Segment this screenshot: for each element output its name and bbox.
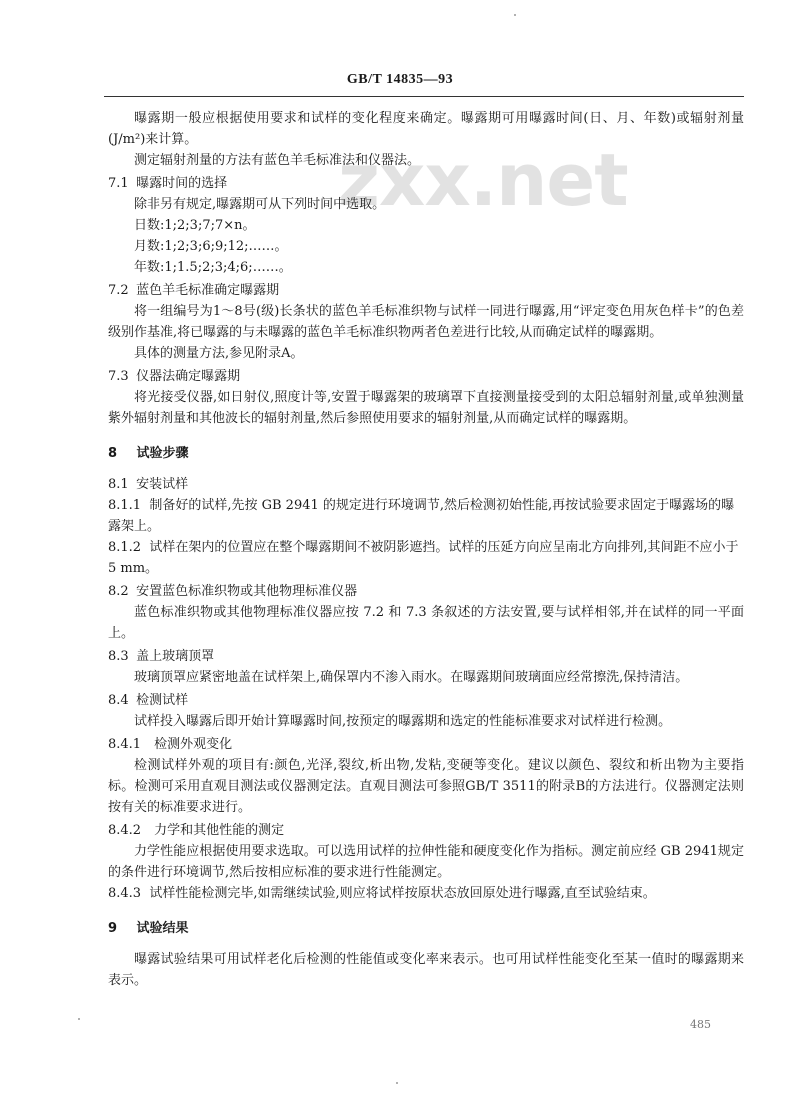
clause-number: 8.1.1 (108, 498, 142, 513)
clause-8-1-2 (108, 537, 744, 579)
section-number: 7.1 (108, 176, 129, 191)
section-title: 蓝色羊毛标准确定曝露期 (136, 283, 280, 298)
section-number: 8.2 (108, 584, 129, 599)
scan-speck (78, 1018, 80, 1020)
section-number: 8.4 (108, 693, 129, 708)
section-number: 8.4.1 (108, 737, 142, 752)
section-heading-8-2 (108, 581, 744, 602)
chapter-heading-8 (108, 443, 744, 464)
paragraph: 曝露期一般应根据使用要求和试样的变化程度来确定。曝露期可用曝露时间(日、月、年数)或辐射剂量(J/m²)来计算。 (108, 111, 744, 147)
paragraph: 将光接受仪器,如日射仪,照度计等,安置于曝露架的玻璃罩下直接测量接受到的太阳总辐射剂量,或单独测量紫外辐射剂量和其他波长的辐射剂量,然后参照使用要求的辐射剂量,从而确定试样的曝露期。 (108, 390, 744, 426)
paragraph: 蓝色标准织物或其他物理标准仪器应按 7.2 和 7.3 条叙述的方法安置,要与试样相邻,并在试样的同一平面上。 (108, 605, 744, 641)
chapter-number: 8 (108, 446, 118, 461)
header-rule (104, 96, 744, 97)
section-title: 检测外观变化 (154, 737, 233, 752)
chapter-title: 试验结果 (136, 921, 189, 936)
watermark: zxx.net (338, 138, 628, 222)
section-title: 安装试样 (136, 477, 189, 492)
section-number: 8.3 (108, 649, 129, 664)
section-number: 7.2 (108, 283, 129, 298)
section-heading-7-1 (108, 173, 744, 194)
scan-speck (396, 1082, 398, 1084)
clause-number: 8.4.3 (108, 886, 142, 901)
section-heading-7-3 (108, 366, 744, 387)
paragraph: 力学性能应根据使用要求选取。可以选用试样的拉伸性能和硬度变化作为指标。测定前应经 GB 2941规定的条件进行环境调节,然后按相应标准的要求进行性能测定。 (108, 844, 744, 880)
section-number: 8.4.2 (108, 823, 142, 838)
section-title: 盖上玻璃顶罩 (136, 649, 215, 664)
clause-8-1-1 (108, 495, 744, 537)
section-title: 安置蓝色标准织物或其他物理标准仪器 (136, 584, 358, 599)
clause-text: 试样在架内的位置应在整个曝露期间不被阴影遮挡。试样的压延方向应呈南北方向排列,其间距不应小于 5 mm。 (108, 540, 739, 576)
paragraph: 将一组编号为1～8号(级)长条状的蓝色羊毛标准织物与试样一同进行曝露,用“评定变色用灰色样卡”的色差级别作基准,将已曝露的与未曝露的蓝色羊毛标准织物两者色差进行比较,从而确定试样的曝露期。 (108, 304, 744, 340)
section-heading-8-4 (108, 690, 744, 711)
section-heading-7-2 (108, 280, 744, 301)
section-heading-8-4-1 (108, 734, 744, 755)
paragraph: 玻璃顶罩应紧密地盖在试样架上,确保罩内不渗入雨水。在曝露期间玻璃面应经常擦洗,保持清洁。 (134, 670, 689, 685)
paragraph: 除非另有规定,曝露期可从下列时间中选取。 (134, 197, 386, 212)
paragraph: 测定辐射剂量的方法有蓝色羊毛标准法和仪器法。 (134, 153, 421, 168)
paragraph: 试样投入曝露后即开始计算曝露时间,按预定的曝露期和选定的性能标准要求对试样进行检测。 (134, 714, 672, 729)
paragraph: 具体的测量方法,参见附录A。 (134, 346, 304, 361)
chapter-title: 试验步骤 (136, 446, 189, 461)
clause-number: 8.1.2 (108, 540, 142, 555)
section-title: 力学和其他性能的测定 (154, 823, 285, 838)
section-number: 7.3 (108, 369, 129, 384)
section-heading-8-1 (108, 474, 744, 495)
chapter-number: 9 (108, 921, 118, 936)
section-heading-8-4-2 (108, 820, 744, 841)
section-number: 8.1 (108, 477, 129, 492)
section-heading-8-3 (108, 646, 744, 667)
section-title: 检测试样 (136, 693, 189, 708)
section-title: 曝露时间的选择 (136, 176, 228, 191)
chapter-heading-9 (108, 918, 744, 939)
scan-speck (514, 14, 516, 16)
clause-text: 制备好的试样,先按 GB 2941 的规定进行环境调节,然后检测初始性能,再按试验要求固定于曝露场的曝露架上。 (108, 498, 735, 534)
page-number: 485 (690, 1018, 711, 1031)
list-item: 年数:1;1.5;2;3;4;6;……。 (134, 260, 292, 275)
page-header: GB/T 14835—93 (346, 72, 454, 87)
paragraph: 曝露试验结果可用试样老化后检测的性能值或变化率来表示。也可用试样性能变化至某一值时的曝露期来表示。 (108, 952, 744, 988)
clause-text: 试样性能检测完毕,如需继续试验,则应将试样按原状态放回原处进行曝露,直至试验结束。 (149, 886, 656, 901)
list-item: 日数:1;2;3;7;7×n。 (134, 218, 256, 233)
clause-8-4-3 (108, 883, 744, 904)
section-title: 仪器法确定曝露期 (136, 369, 241, 384)
list-item: 月数:1;2;3;6;9;12;……。 (134, 239, 288, 254)
document-body (108, 108, 744, 991)
paragraph: 检测试样外观的项目有:颜色,光泽,裂纹,析出物,发粘,变硬等变化。建议以颜色、裂纹和析出物为主要指标。检测可采用直观目测法或仪器测定法。直观目测法可参照GB/T 3511的附录B的方法进行。仪器测定法则按有关的标准要求进行。 (108, 758, 744, 815)
